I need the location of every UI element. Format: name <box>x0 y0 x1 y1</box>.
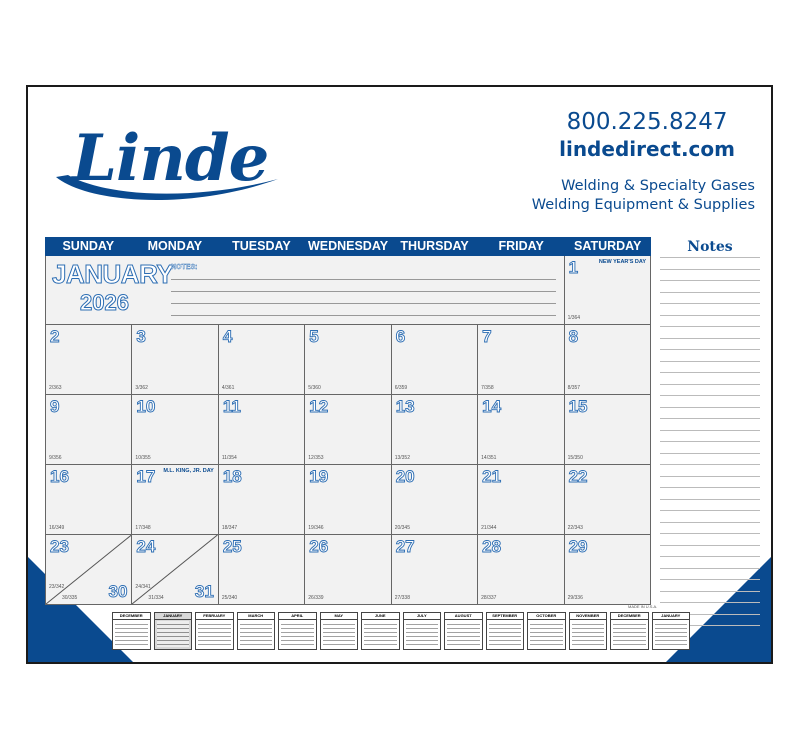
day-number: 25 <box>222 537 242 556</box>
mini-calendar-month: JANUARY <box>155 613 192 620</box>
day-of-year: 30/335 <box>62 595 78 601</box>
tagline <box>532 177 755 215</box>
mini-calendar-month: OCTOBER <box>528 613 565 620</box>
day-of-year: 3/362 <box>135 385 148 391</box>
day-number: 5 <box>309 327 319 346</box>
mini-calendar-days <box>364 621 397 647</box>
notes-line <box>171 315 556 316</box>
day-cell[interactable] <box>305 395 391 465</box>
day-number: 20 <box>395 467 415 486</box>
month-header-cell <box>46 256 565 325</box>
notes-line <box>660 257 760 269</box>
day-cell[interactable] <box>219 325 305 395</box>
day-cell[interactable] <box>392 535 478 605</box>
day-of-year: 11/354 <box>221 455 237 461</box>
day-cell[interactable] <box>565 465 651 535</box>
day-of-year: 9/356 <box>49 455 62 461</box>
notes-line <box>660 487 760 499</box>
mini-calendar-days <box>530 621 563 647</box>
mini-calendar <box>320 612 359 650</box>
day-cell[interactable] <box>219 535 305 605</box>
notes-line <box>660 453 760 465</box>
day-number: 23 <box>50 537 69 556</box>
notes-line <box>660 441 760 453</box>
notes-line <box>660 384 760 396</box>
day-of-year: 12/353 <box>308 455 324 461</box>
day-number: 18 <box>222 467 242 486</box>
day-number: 26 <box>309 537 329 556</box>
day-cell[interactable] <box>392 325 478 395</box>
day-of-year: 23/342 <box>49 584 65 590</box>
calendar-grid <box>45 237 651 605</box>
day-number: 1 <box>568 258 579 277</box>
mini-calendar-month: FEBRUARY <box>196 613 233 620</box>
calendar-days <box>45 256 651 605</box>
day-cell[interactable] <box>132 395 218 465</box>
day-number: 9 <box>50 397 60 416</box>
mini-calendar-days <box>655 621 688 647</box>
tagline-line-1: Welding & Specialty Gases <box>561 178 755 194</box>
mini-calendar <box>527 612 566 650</box>
notes-line <box>660 476 760 488</box>
notes-title: Notes <box>687 239 733 255</box>
day-cell[interactable] <box>132 325 218 395</box>
day-number: 13 <box>395 397 415 416</box>
notes-line <box>171 279 556 280</box>
notes-line <box>660 591 760 603</box>
day-cell[interactable] <box>478 395 564 465</box>
notes-line <box>660 556 760 568</box>
mini-calendar <box>610 612 649 650</box>
day-cell[interactable] <box>46 465 132 535</box>
day-of-year: 14/351 <box>481 455 497 461</box>
made-in-label: MADE IN U.S.A. <box>628 604 658 609</box>
day-of-year: 8/357 <box>567 385 581 391</box>
mini-calendar-days <box>572 621 605 647</box>
day-of-year: 31/334 <box>148 595 164 601</box>
mini-calendar-month: JANUARY <box>653 613 690 620</box>
day-number: 16 <box>50 467 69 486</box>
notes-line <box>660 372 760 384</box>
mini-calendar-month: JULY <box>404 613 441 620</box>
mini-calendar-month: JUNE <box>362 613 399 620</box>
weekday-header <box>45 237 651 256</box>
day-number: 12 <box>309 397 329 416</box>
day-cell[interactable] <box>132 465 218 535</box>
notes-line <box>660 349 760 361</box>
day-number: 29 <box>568 537 588 556</box>
mini-calendar-month: DECEMBER <box>611 613 648 620</box>
day-number: 11 <box>222 397 241 416</box>
holiday-label: NEW YEAR'S DAY <box>598 259 646 265</box>
notes-line <box>660 315 760 327</box>
notes-line <box>660 269 760 281</box>
notes-line <box>660 326 760 338</box>
day-number: 10 <box>136 397 156 416</box>
mini-calendar-days <box>115 621 148 647</box>
day-of-year: 1/364 <box>567 315 581 321</box>
day-of-year: 17/348 <box>135 525 151 531</box>
mini-calendar-days <box>198 621 231 647</box>
day-of-year: 7/358 <box>481 385 494 391</box>
day-cell[interactable] <box>46 535 132 605</box>
notes-line <box>660 579 760 591</box>
day-cell[interactable] <box>219 395 305 465</box>
day-of-year: 4/361 <box>221 385 235 391</box>
day-cell[interactable] <box>305 535 391 605</box>
mini-calendar-days <box>613 621 646 647</box>
mini-calendar-month: AUGUST <box>445 613 482 620</box>
day-of-year: 25/340 <box>221 595 238 601</box>
mini-calendar <box>154 612 193 650</box>
day-number: 24 <box>136 537 156 556</box>
day-cell[interactable] <box>565 535 651 605</box>
mini-calendar-month: DECEMBER <box>113 613 150 620</box>
weekday-saturday: SATURDAY <box>574 239 642 253</box>
mini-calendar-month: APRIL <box>279 613 316 620</box>
day-of-year: 22/343 <box>567 525 583 531</box>
logo-text: Linde <box>72 121 269 196</box>
mini-calendar-month: NOVEMBER <box>570 613 607 620</box>
holiday-label: M.L. KING, JR. DAY <box>163 468 214 474</box>
day-number: 3 <box>136 327 146 346</box>
mini-calendar <box>278 612 317 650</box>
day-of-year: 13/352 <box>394 455 410 461</box>
mini-calendar-month: SEPTEMBER <box>487 613 524 620</box>
day-of-year: 2/363 <box>49 385 62 391</box>
mini-calendar <box>444 612 483 650</box>
notes-line <box>660 464 760 476</box>
day-number: 30 <box>108 582 128 601</box>
notes-line <box>660 361 760 373</box>
notes-line <box>660 303 760 315</box>
day-cell[interactable] <box>132 535 218 605</box>
day-cell[interactable] <box>478 465 564 535</box>
mini-calendar-days <box>281 621 314 647</box>
day-number: 14 <box>482 397 502 416</box>
mini-calendar <box>486 612 525 650</box>
day-number: 22 <box>568 467 588 486</box>
notes-line <box>660 407 760 419</box>
day-number: 31 <box>194 582 214 601</box>
day-of-year: 19/346 <box>308 525 324 531</box>
day-number: 17 <box>136 467 156 486</box>
notes-line <box>660 510 760 522</box>
mini-calendar-days <box>240 621 273 647</box>
day-of-year: 5/360 <box>308 385 321 391</box>
notes-label: NOTES: <box>171 264 198 271</box>
day-of-year: 10/355 <box>135 455 151 461</box>
day-cell[interactable] <box>565 325 651 395</box>
mini-calendar-days <box>447 621 480 647</box>
mini-calendar-days <box>157 621 190 647</box>
brand-logo <box>46 117 286 207</box>
day-cell[interactable] <box>219 465 305 535</box>
mini-calendar-days <box>406 621 439 647</box>
notes-line <box>660 338 760 350</box>
mini-calendar-days <box>323 621 356 647</box>
month-name: JANUARY <box>52 259 174 289</box>
day-of-year: 24/341 <box>135 584 151 590</box>
notes-line <box>660 418 760 430</box>
notes-line <box>171 303 556 304</box>
mini-calendar <box>195 612 234 650</box>
day-of-year: 6/359 <box>394 385 408 391</box>
day-number: 19 <box>309 467 329 486</box>
notes-line <box>660 568 760 580</box>
day-number: 7 <box>482 327 492 346</box>
mini-calendar <box>361 612 400 650</box>
day-number: 6 <box>395 327 406 346</box>
mini-calendar <box>237 612 276 650</box>
mini-calendar-strip <box>112 612 690 650</box>
day-cell[interactable] <box>305 325 391 395</box>
day-cell[interactable] <box>46 325 132 395</box>
day-of-year: 16/349 <box>49 525 65 531</box>
notes-line <box>660 533 760 545</box>
notes-line <box>171 291 556 292</box>
weekday-sunday: SUNDAY <box>62 239 115 253</box>
day-of-year: 26/339 <box>308 595 324 601</box>
day-cell[interactable] <box>565 395 651 465</box>
day-cell[interactable] <box>305 465 391 535</box>
day-number: 21 <box>482 467 502 486</box>
day-number: 2 <box>50 327 60 346</box>
notes-line <box>660 522 760 534</box>
weekday-monday: MONDAY <box>147 239 203 253</box>
notes-line <box>660 395 760 407</box>
day-number: 8 <box>568 327 579 346</box>
year: 2026 <box>80 290 129 315</box>
weekday-friday: FRIDAY <box>498 239 544 253</box>
day-cell[interactable] <box>392 395 478 465</box>
contact-block <box>559 109 735 162</box>
mini-calendar-month: MAY <box>321 613 358 620</box>
day-cell[interactable] <box>478 325 564 395</box>
website: lindedirect.com <box>559 137 735 161</box>
day-number: 27 <box>395 537 415 556</box>
notes-line <box>660 430 760 442</box>
day-cell[interactable] <box>392 465 478 535</box>
weekday-tuesday: TUESDAY <box>232 239 291 253</box>
day-of-year: 29/336 <box>567 595 583 601</box>
notes-line <box>660 292 760 304</box>
weekday-wednesday: WEDNESDAY <box>307 239 389 253</box>
day-of-year: 15/350 <box>567 455 583 461</box>
notes-line <box>660 545 760 557</box>
tagline-line-2: Welding Equipment & Supplies <box>531 197 755 213</box>
day-of-year: 27/338 <box>394 595 410 601</box>
day-of-year: 20/345 <box>394 525 410 531</box>
desk-pad <box>26 85 773 664</box>
day-of-year: 28/337 <box>481 595 497 601</box>
phone-number: 800.225.8247 <box>566 109 728 135</box>
mini-calendar <box>569 612 608 650</box>
day-of-year: 18/347 <box>221 525 238 531</box>
day-number: 15 <box>568 397 588 416</box>
notes-line <box>660 280 760 292</box>
mini-calendar <box>652 612 691 650</box>
day-cell[interactable] <box>478 535 564 605</box>
mini-calendar <box>403 612 442 650</box>
notes-column <box>660 237 760 637</box>
mini-calendar <box>112 612 151 650</box>
weekday-thursday: THURSDAY <box>400 239 469 253</box>
day-cell[interactable] <box>46 395 132 465</box>
mini-calendar-month: MARCH <box>238 613 275 620</box>
mini-calendar-days <box>489 621 522 647</box>
day-number: 28 <box>482 537 502 556</box>
day-number: 4 <box>222 327 233 346</box>
notes-line <box>660 499 760 511</box>
day-cell[interactable] <box>565 256 651 325</box>
day-of-year: 21/344 <box>481 525 497 531</box>
